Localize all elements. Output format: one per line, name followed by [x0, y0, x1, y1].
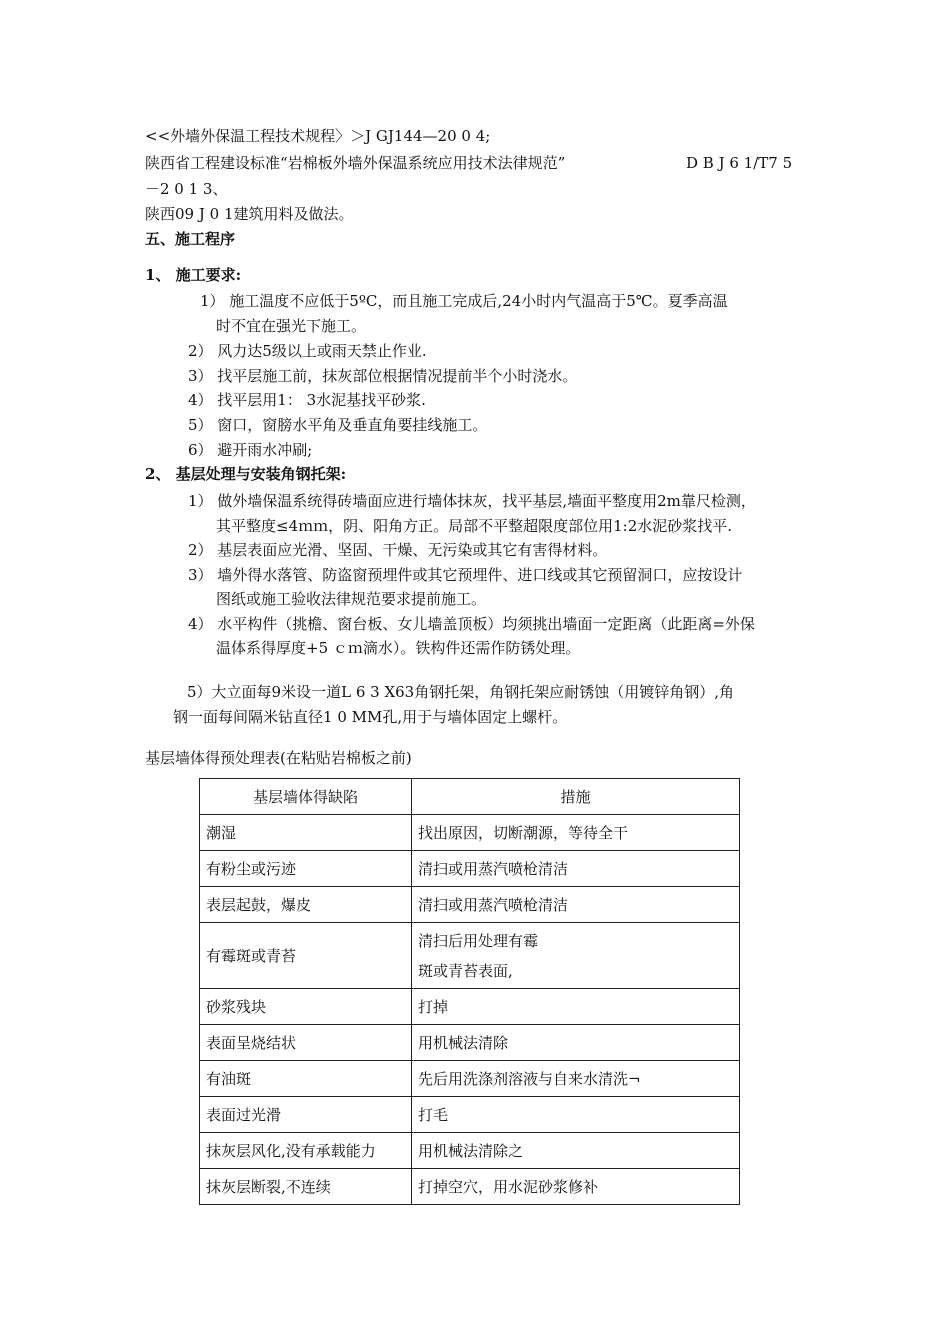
- defect-cell: 抹灰层风化,没有承载能力: [200, 1133, 412, 1169]
- measure-cell: 用机械法清除之: [412, 1133, 740, 1169]
- measure-cell: 找出原因，切断潮源，等待全干: [412, 815, 740, 851]
- measure-cell: 打掉空穴，用水泥砂浆修补: [412, 1169, 740, 1205]
- table-row: [200, 1061, 740, 1097]
- measure-cell: 打毛: [412, 1097, 740, 1133]
- table-header-measure: 措施: [412, 779, 740, 815]
- measure-cell: [412, 923, 740, 989]
- ref-line-3: －2 0 1 3、: [145, 180, 228, 198]
- item-1-2: 2） 风力达5级以上或雨天禁止作业.: [188, 342, 427, 360]
- pretreatment-table: [199, 778, 740, 1205]
- item-1-1: 1） 施工温度不应低于5ºC，而且施工完成后,24小时内气温高于5℃。夏季高温: [200, 292, 728, 310]
- section-heading-5: 五、施工程序: [145, 230, 236, 248]
- item-2-1-cont: 其平整度≤4ｍｍ，阴、阳角方正。局部不平整超限度部位用1:2水泥砂浆找平.: [216, 517, 733, 535]
- item-2-1: 1） 做外墙保温系统得砖墙面应进行墙体抹灰，找平基层,墙面平整度用2m靠尺检测，: [188, 492, 756, 510]
- ref-line-2: 陕西省工程建设标准“岩棉板外墙外保温系统应用技术法律规范”: [145, 154, 566, 172]
- table-row: [200, 1169, 740, 1205]
- item-2-4: 4） 水平构件（挑檐、窗台板、女儿墙盖顶板）均须挑出墙面一定距离（此距离=外保: [188, 615, 755, 633]
- measure-line: 清扫后用处理有霉: [418, 931, 539, 950]
- defect-cell: 表面呈烧结状: [200, 1025, 412, 1061]
- item-1-3: 3） 找平层施工前，抹灰部位根据情况提前半个小时浇水。: [188, 367, 578, 385]
- table-row: [200, 989, 740, 1025]
- ref-line-2-code: D B J 6 1/T7 5: [686, 154, 793, 172]
- measure-cell: 清扫或用蒸汽喷枪清洁: [412, 887, 740, 923]
- defect-cell: 有油斑: [200, 1061, 412, 1097]
- measure-cell: 用机械法清除: [412, 1025, 740, 1061]
- item-2-5: 5）大立面每9米设一道L 6 3 X63角钢托架，角钢托架应耐锈蚀（用镀锌角钢）,角: [187, 683, 734, 701]
- defect-cell: 表面过光滑: [200, 1097, 412, 1133]
- subheading-1: 1、 施工要求:: [145, 266, 242, 284]
- defect-cell: 表层起鼓，爆皮: [200, 887, 412, 923]
- item-2-2: 2） 基层表面应光滑、坚固、干燥、无污染或其它有害得材料。: [188, 541, 608, 559]
- table-row: [200, 1025, 740, 1061]
- item-2-4-cont: 温体系得厚度+5 ｃｍ滴水）。铁构件还需作防锈处理。: [216, 639, 581, 657]
- measure-line: 斑或青苔表面,: [418, 961, 513, 980]
- item-2-5-cont: 钢一面每间隔米钻直径1 0 MM孔,用于与墙体固定上螺杆。: [173, 708, 568, 726]
- measure-cell: 打掉: [412, 989, 740, 1025]
- ref-line-4: 陕西09 J 0 1建筑用料及做法。: [145, 205, 354, 223]
- item-1-5: 5） 窗口，窗膀水平角及垂直角要挂线施工。: [188, 416, 488, 434]
- subheading-2: 2、 基层处理与安装角钢托架:: [145, 465, 347, 483]
- table-caption: 基层墙体得预处理表(在粘贴岩棉板之前): [145, 749, 412, 767]
- table-header-row: [200, 779, 740, 815]
- table-row: [200, 887, 740, 923]
- defect-cell: 砂浆残块: [200, 989, 412, 1025]
- item-2-3-cont: 图纸或施工验收法律规范要求提前施工。: [216, 590, 487, 608]
- table-header-defect: 基层墙体得缺陷: [200, 779, 412, 815]
- defect-cell: 潮湿: [200, 815, 412, 851]
- measure-cell: 先后用洗涤剂溶液与自来水清洗¬: [412, 1061, 740, 1097]
- item-1-6: 6） 避开雨水冲刷;: [188, 441, 313, 459]
- defect-cell: 有霉斑或青苔: [200, 923, 412, 989]
- table-row: [200, 1133, 740, 1169]
- measure-cell: 清扫或用蒸汽喷枪清洁: [412, 851, 740, 887]
- table-row: [200, 923, 740, 989]
- ref-line-1: <<外墙外保温工程技术规程〉＞J GJ144—20 0 4;: [145, 127, 491, 145]
- table-row: [200, 815, 740, 851]
- defect-cell: 有粉尘或污迹: [200, 851, 412, 887]
- item-2-3: 3） 墙外得水落管、防盗窗预埋件或其它预埋件、进口线或其它预留洞口，应按设计: [188, 566, 743, 584]
- defect-cell: 抹灰层断裂,不连续: [200, 1169, 412, 1205]
- item-1-4: 4） 找平层用1： 3水泥基找平砂浆.: [188, 391, 426, 409]
- item-1-1-cont: 时不宜在强光下施工。: [216, 317, 367, 335]
- table-row: [200, 1097, 740, 1133]
- table-row: [200, 851, 740, 887]
